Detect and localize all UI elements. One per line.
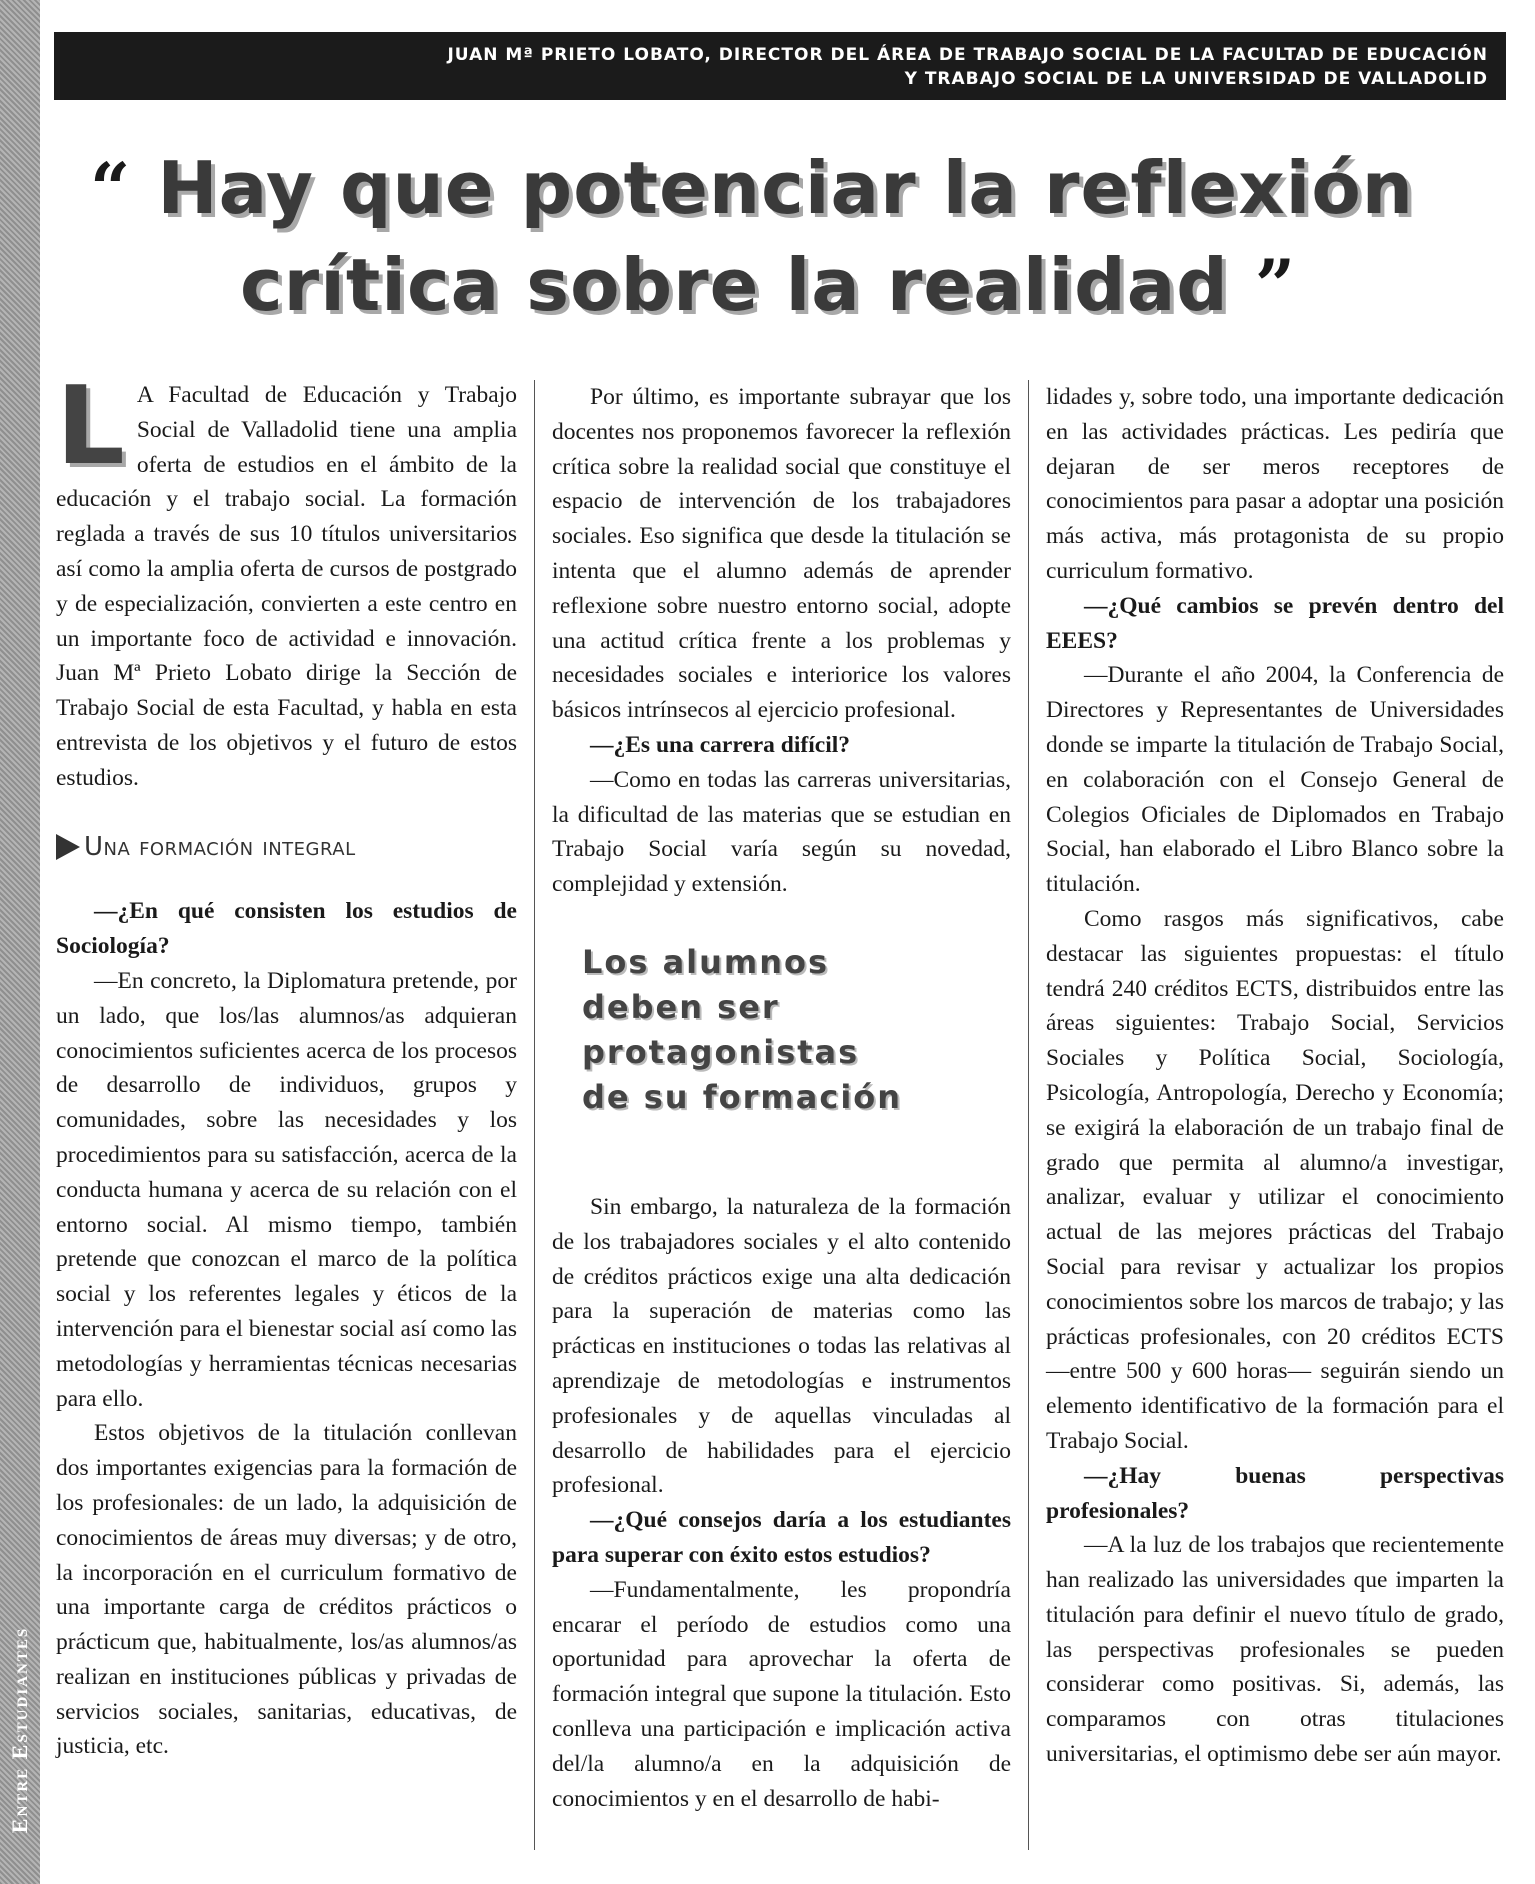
answer-5: —A la luz de los trabajos que recientemente han realizado las universidades que imparten la titulación para definir el nuevo título de grado, las perspectivas profesionales se pueden considerar como positivas. Si, además, las comparamos con otras titulaciones universitarias, el optimismo debe ser aún mayor. bbox=[1046, 1532, 1504, 1768]
column-2 bbox=[552, 380, 1011, 1816]
headline-line-2: crítica sobre la realidad bbox=[240, 243, 1229, 327]
section-heading: Una formación integral bbox=[56, 830, 517, 865]
column-divider-2 bbox=[1028, 380, 1029, 1850]
headline-line-1: Hay que potenciar la reflexión bbox=[157, 146, 1415, 230]
answer-4: —Durante el año 2004, la Conferencia de Directores y Representantes de Universidades donde se imparte la titulación de Trabajo Social, en colaboración con el Consejo General de Colegios Oficiales de Diplomados en Trabajo Social, han elaborado el Libro Blanco sobre la titulación. bbox=[1046, 662, 1504, 898]
paragraph-col2-1: Por último, es importante subrayar que los docentes nos proponemos favorecer la reflexión crítica sobre la realidad social que constituye el espacio de intervención de los trabajadores sociales. Eso significa que desde la titulación se intenta que el alumno además de aprender reflexione sobre nuestro entorno social, adopte una actitud crítica frente a los problemas y necesidades sociales e interiorice los valores básicos intrínsecos al ejercicio profesional. bbox=[552, 384, 1011, 724]
close-quote: ” bbox=[1254, 244, 1297, 327]
answer-3-continued: lidades y, sobre todo, una importante dedicación en las actividades prácticas. Les pediría que dejaran de ser meros receptores de conocimientos para pasar a adoptar una posición más activa, más protagonista de su propio curriculum formativo. bbox=[1046, 384, 1504, 584]
paragraph-2: Estos objetivos de la titulación conllevan dos importantes exigencias para la formación de los profesionales: de un lado, la adquisición de conocimientos de áreas muy diversas; y de otro, la incorporación en el curriculum formativo de una importante carga de créditos prácticos o prácticum que, habitualmente, los/as alumnos/as realizan en instituciones públicas y privadas de servicios sociales, sanitarias, educativas, de justicia, etc. bbox=[56, 1420, 517, 1760]
answer-2: —Como en todas las carreras universitarias, la dificultad de las materias que se estudian en Trabajo Social varía según su novedad, complejidad y extensión. bbox=[552, 766, 1011, 898]
question-3: —¿Qué consejos daría a los estudiantes para superar con éxito estos estudios? bbox=[552, 1507, 1011, 1568]
column-divider-1 bbox=[534, 380, 535, 1850]
section-label: Entre Estudiantes bbox=[7, 1626, 32, 1834]
drop-cap: L bbox=[56, 364, 125, 489]
question-5: —¿Hay buenas perspectivas profesionales? bbox=[1046, 1462, 1504, 1524]
pull-quote: Los alumnos deben ser protagonistas de su formación bbox=[582, 942, 903, 1116]
paragraph-col2-3: Sin embargo, la naturaleza de la formación de los trabajadores sociales y el alto contenido de créditos prácticos exige una alta dedicación para la superación de materias como las prácticas en instituciones o todas las relativas al aprendizaje de metodologías e instrumentos profesionales y de aquellas vinculadas al desarrollo de habilidades para el ejercicio profesional. bbox=[552, 1193, 1011, 1499]
open-quote: “ bbox=[90, 147, 132, 230]
question-1: —¿En qué consisten los estudios de Sociología? bbox=[56, 898, 517, 960]
column-1 bbox=[56, 364, 517, 1764]
intro-paragraph: L A Facultad de Educación y Trabajo Social de Valladolid tiene una amplia oferta de estudios en el ámbito de la educación y el trabajo social. La formación reglada a través de sus 10 títulos universitarios así como la amplia oferta de cursos de postgrado y de especialización, convierten a este centro en un importante foco de actividad e innovación. Juan Mª Prieto Lobato dirige la Sección de Trabajo Social de esta Facultad, y habla en esta entrevista de los objetivos y el futuro de estos estudios. bbox=[56, 364, 517, 791]
author-line-2: Y TRABAJO SOCIAL DE LA UNIVERSIDAD DE VALLADOLID bbox=[904, 69, 1488, 89]
paragraph-col3-5: Como rasgos más significativos, cabe destacar las siguientes propuestas: el título tendrá 240 créditos ECTS, distribuidos entre las áreas siguientes: Trabajo Social, Servicios Sociales y Política Social, Sociología, Psicología, Antropología, Derecho y Economía; se exigirá la elaboración de un trabajo final de grado que permita al alumno/a investigar, analizar, evaluar y utilizar el conocimiento actual de las mejores prácticas del Trabajo Social para revisar y actualizar los propios conocimientos sobre los marcos de trabajo; y las prácticas profesionales, con 20 créditos ECTS —entre 500 y 600 horas— seguirán siendo un elemento identificativo de la formación para el Trabajo Social. bbox=[1046, 905, 1504, 1454]
author-header-bar bbox=[54, 32, 1506, 100]
column-3 bbox=[1046, 380, 1504, 1772]
triangle-bullet-icon bbox=[56, 834, 80, 860]
question-2: —¿Es una carrera difícil? bbox=[590, 731, 851, 758]
answer-1: —En concreto, la Diplomatura pretende, por un lado, que los/las alumnos/as adquieran conocimientos suficientes acerca de los procesos de desarrollo de individuos, grupos y comunidades, sobre las necesidades y los procedimientos para su satisfacción, acerca de la conducta humana y acerca de su relación con el entorno social. Al mismo tiempo, también pretende que conozcan el marco de la política social y los referentes legales y éticos de la intervención para el bienestar social así como las metodologías y herramientas técnicas necesarias para ello. bbox=[56, 967, 517, 1412]
answer-3: —Fundamentalmente, les propondría encarar el período de estudios como una oportunidad para aprovechar la oferta de formación integral que supone la titulación. Esto conlleva una participación e implicación activa del/la alumno/a en la adquisición de conocimientos y en el desarrollo de habi- bbox=[552, 1576, 1011, 1812]
question-4: —¿Qué cambios se prevén dentro del EEES? bbox=[1046, 592, 1504, 654]
author-line-1: JUAN Mª PRIETO LOBATO, DIRECTOR DEL ÁREA DE TRABAJO SOCIAL DE LA FACULTAD DE EDUCACIÓN bbox=[447, 45, 1488, 65]
headline bbox=[70, 140, 1470, 334]
